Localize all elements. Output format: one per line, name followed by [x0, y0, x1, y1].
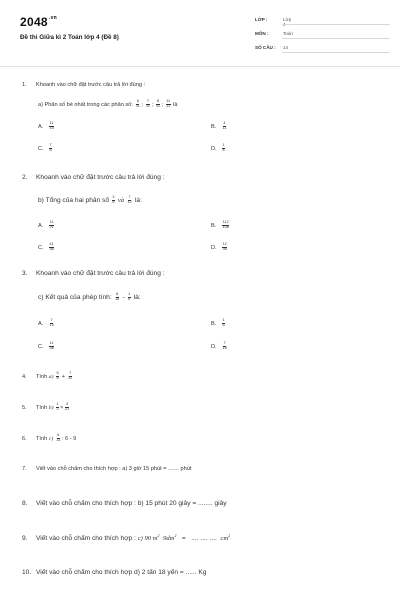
- q2-option-b[interactable]: B. $\frac{112}{108}$: [211, 220, 229, 229]
- page-title: Đề thi Giữa kì 2 Toán lớp 4 (Đề 8): [20, 34, 119, 41]
- q1-option-c[interactable]: C. $\frac{7}{8}$: [38, 143, 52, 152]
- q3-option-a[interactable]: A. $\frac{7}{15}$: [38, 318, 54, 327]
- question-9: 9. Viết vào chỗ chấm cho thích hợp : c) 90 $m^2$ $9dm^2$ = .... .... .... $cm^2$: [22, 534, 231, 543]
- q2-option-c[interactable]: C. $\frac{41}{36}$: [38, 242, 54, 251]
- q3-option-d[interactable]: D. $\frac{7}{18}$: [211, 341, 227, 350]
- question-2: 2. Khoanh vào chữ đặt trước câu trả lời đúng :: [22, 174, 165, 181]
- question-4: 4. Tính a) $\frac{5}{6}$ + $\frac{7}{12}$: [22, 371, 73, 380]
- question-3: 3. Khoanh vào chữ đặt trước câu trả lời đúng :: [22, 270, 165, 277]
- question-6: 6. Tính c) $\frac{6}{13}$ : 6 - 9: [22, 433, 77, 442]
- q2-option-d[interactable]: D. $\frac{12}{38}$: [211, 242, 227, 251]
- question-8: 8. Viết vào chỗ chấm cho thích hợp : b) 15 phút 20 giây = ........ giây: [22, 500, 227, 507]
- question-1: 1. Khoanh vào chữ đặt trước câu trả lời đúng :: [22, 82, 146, 88]
- header: $2048^{.vn}$ Đề thi Giữa kì 2 Toán lớp 4 (Đề 8) LỚP : Lớp 4 MÔN : Toán SỐ CÂU : 14: [0, 0, 400, 67]
- site-logo[interactable]: $2048^{.vn}$: [20, 15, 58, 29]
- question-5: 5. Tính b) $\frac{1}{2}$ × $\frac{3}{21}$: [22, 402, 70, 411]
- q1-option-b[interactable]: B. $\frac{4}{11}$: [211, 121, 227, 130]
- q3-option-c[interactable]: C. $\frac{11}{38}$: [38, 341, 54, 350]
- question-1-sub: a) Phân số bé nhất trong các phân số: $\frac{6}{11}$ ; $\frac{7}{11}$ ; $\frac{8}{11}$ ; $\frac{11}{11}$ là: [38, 99, 178, 108]
- question-7: 7. Viết vào chỗ chấm cho thích hợp : a) 3 giờ 15 phút = ....... phút: [22, 466, 192, 472]
- question-2-sub: b) Tổng của hai phân số $\frac{3}{8}$ và $\frac{7}{12}$ là:: [38, 195, 142, 205]
- q2-option-a[interactable]: A. $\frac{11}{21}$: [38, 220, 54, 229]
- q3-option-b[interactable]: B. $\frac{1}{6}$: [211, 318, 225, 327]
- q1-option-a[interactable]: A. $\frac{11}{15}$: [38, 121, 54, 130]
- question-3-sub: c) Kết quả của phép tính: $\frac{8}{15}$ - $\frac{1}{5}$ là:: [38, 292, 141, 302]
- question-10: 10. Viết vào chỗ chấm cho thích hợp d) 2 tấn 18 yến = ...... Kg: [22, 569, 207, 576]
- q1-option-d[interactable]: D. $\frac{1}{4}$: [211, 143, 225, 152]
